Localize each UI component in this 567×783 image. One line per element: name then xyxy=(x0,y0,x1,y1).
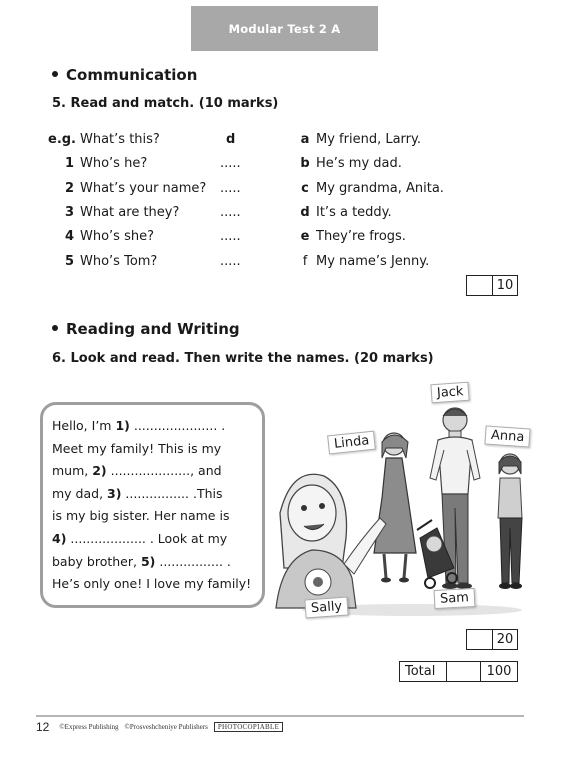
answer-blank[interactable]: ..... xyxy=(220,156,241,171)
question-number: 4 xyxy=(64,229,74,244)
text-line: He’s only one! I love my family! xyxy=(52,576,252,592)
option-letter: d xyxy=(300,205,310,220)
score-blank[interactable] xyxy=(467,276,493,295)
option-text: My name’s Jenny. xyxy=(316,254,430,269)
publisher-credit: ©Prosveshcheniye Publishers xyxy=(124,723,208,731)
total-score-box xyxy=(399,661,518,682)
name-card-linda: Linda xyxy=(327,431,376,455)
match-row-example xyxy=(0,132,567,152)
option-letter: c xyxy=(301,181,309,196)
reading-text-box xyxy=(40,402,265,608)
match-row xyxy=(0,181,567,201)
answer-blank[interactable]: ..... xyxy=(220,254,241,269)
score-box-task-6 xyxy=(466,629,518,650)
bullet-icon xyxy=(52,325,58,331)
photocopiable-stamp: PHOTOCOPIABLE xyxy=(214,722,283,732)
option-letter: f xyxy=(302,254,308,269)
total-label: Total xyxy=(400,662,447,681)
text-line: Hello, I’m 1) ..................... . xyxy=(52,418,226,433)
question-text: Who’s she? xyxy=(80,229,154,244)
option-letter: b xyxy=(300,156,310,171)
option-text: My grandma, Anita. xyxy=(316,181,444,196)
footer xyxy=(36,720,283,734)
match-row xyxy=(0,205,567,225)
text-line: 4) ................... . Look at my xyxy=(52,530,228,546)
example-answer: d xyxy=(226,132,236,147)
sister-figure xyxy=(498,454,522,589)
score-box-task-5 xyxy=(466,275,518,296)
match-row xyxy=(0,254,567,274)
answer-blank[interactable]: ..... xyxy=(220,205,241,220)
question-text: Who’s Tom? xyxy=(80,254,158,269)
text-line: Meet my family! This is my xyxy=(52,440,222,456)
match-row xyxy=(0,156,567,176)
name-card-sam: Sam xyxy=(434,588,476,609)
name-card-anna: Anna xyxy=(484,425,531,447)
option-letter: e xyxy=(300,229,310,244)
option-text: He’s my dad. xyxy=(316,156,402,171)
total-blank[interactable] xyxy=(447,662,481,681)
page-title: Modular Test 2 A xyxy=(228,21,341,36)
mum-figure xyxy=(374,433,416,583)
text-line: mum, 2) ...................., and xyxy=(52,463,222,479)
text-line: is my big sister. Her name is xyxy=(52,508,230,524)
option-text: It’s a teddy. xyxy=(316,205,392,220)
question-text: What are they? xyxy=(80,205,180,220)
question-number: 2 xyxy=(64,181,74,196)
footer-divider xyxy=(36,715,524,717)
answer-blank[interactable]: ..... xyxy=(220,181,241,196)
task-6-title: 6. Look and read. Then write the names. (20 marks) xyxy=(52,351,434,366)
page-number: 12 xyxy=(36,720,50,734)
option-text: They’re frogs. xyxy=(316,229,406,244)
task-5-title: 5. Read and match. (10 marks) xyxy=(52,96,279,111)
family-illustration xyxy=(262,378,532,623)
question-text: What’s your name? xyxy=(80,181,207,196)
option-text: My friend, Larry. xyxy=(316,132,421,147)
question-number: 5 xyxy=(64,254,74,269)
answer-blank[interactable]: ..... xyxy=(220,229,241,244)
girl-figure xyxy=(276,474,386,608)
score-blank[interactable] xyxy=(467,630,493,649)
section-heading-reading-writing: Reading and Writing xyxy=(52,320,240,338)
question-number: 3 xyxy=(64,205,74,220)
text-line: baby brother, 5) ................ . xyxy=(52,553,231,569)
publisher-credit: ©Express Publishing xyxy=(59,723,119,731)
example-question: What’s this? xyxy=(80,132,160,147)
total-max: 100 xyxy=(486,664,512,679)
bullet-icon xyxy=(52,71,58,77)
section-heading-communication: Communication xyxy=(52,66,197,84)
max-score: 20 xyxy=(496,632,514,647)
match-row xyxy=(0,229,567,249)
question-text: Who’s he? xyxy=(80,156,148,171)
example-label: e.g. xyxy=(48,132,76,147)
name-card-jack: Jack xyxy=(430,382,470,404)
option-letter: a xyxy=(300,132,310,147)
question-number: 1 xyxy=(64,156,74,171)
max-score: 10 xyxy=(496,278,514,293)
name-card-sally: Sally xyxy=(304,597,348,619)
text-line: my dad, 3) ................ .This xyxy=(52,485,223,501)
header-bar xyxy=(191,6,378,51)
